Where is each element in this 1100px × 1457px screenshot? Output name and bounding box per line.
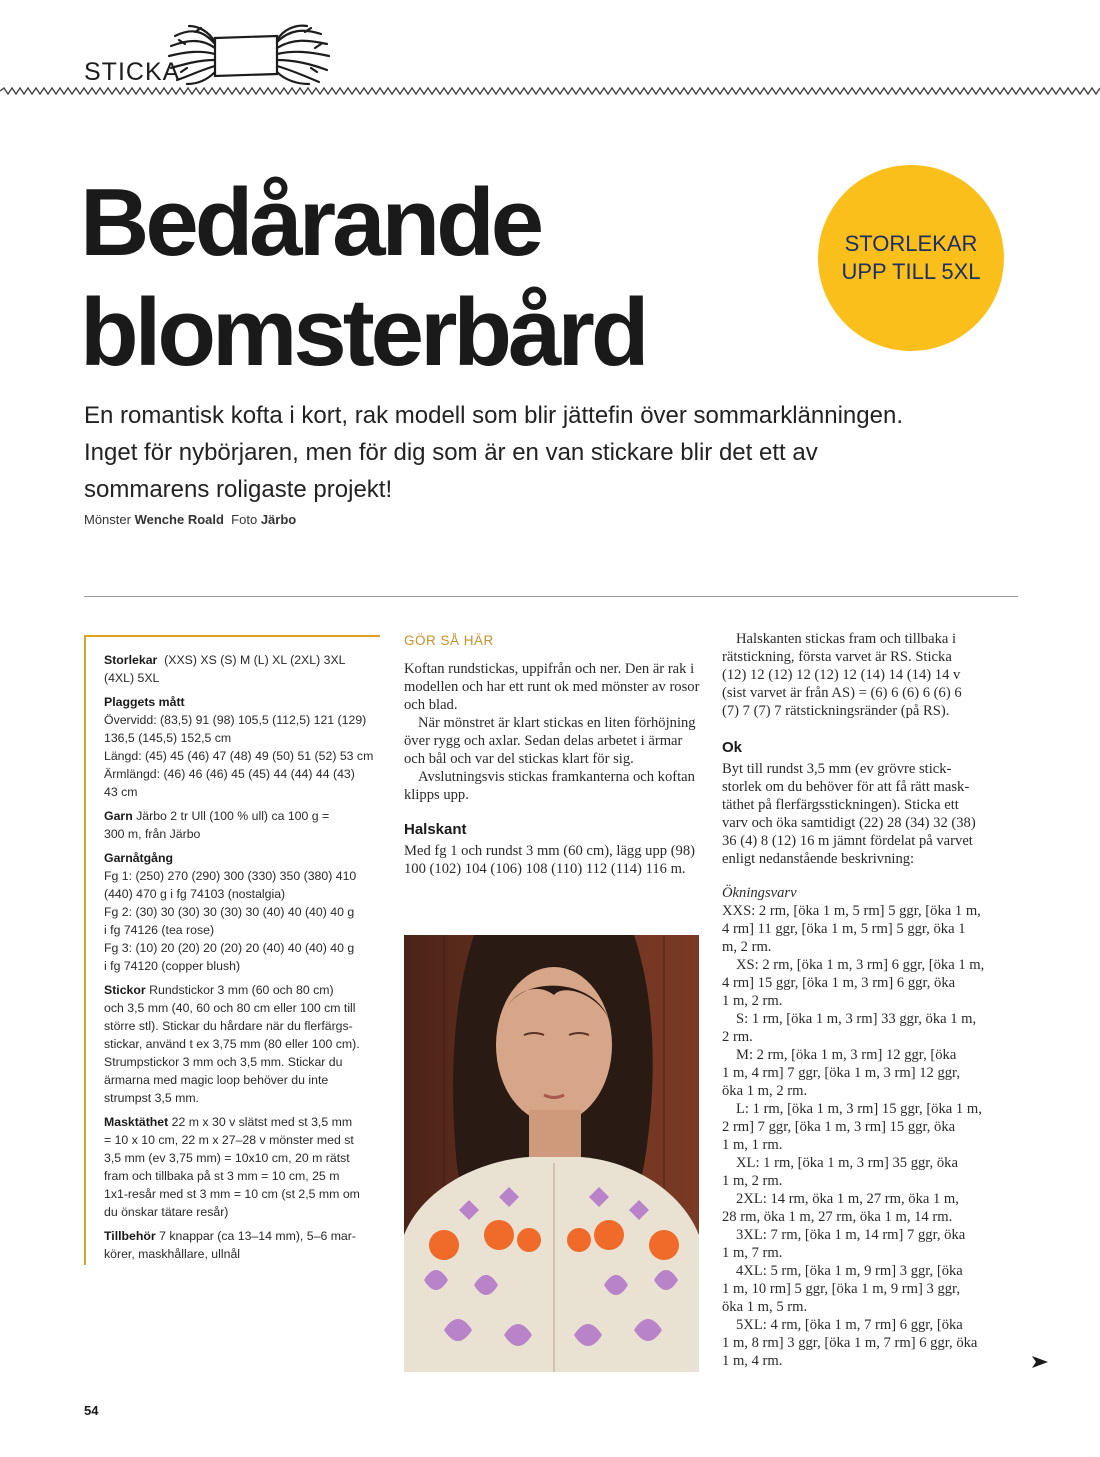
increase-line: 1 m, 4 rm] 7 ggr, [öka 1 m, 3 rm] 12 ggr, — [722, 1065, 960, 1081]
intro-line-1: En romantisk kofta i kort, rak modell som blir jättefin över sommarklänningen. — [84, 402, 903, 429]
facts-line: (4XL) 5XL — [104, 671, 160, 685]
text-line: täthet på flerfärgsstickningen). Sticka ett — [722, 797, 959, 813]
text-line: (sist varvet är från AS) = (6) 6 (6) 6 (6) 6 — [722, 685, 962, 701]
paragraph: Avslutningsvis stickas framkanterna och koftan klipps upp. — [404, 769, 695, 803]
column-how-to — [404, 632, 700, 878]
text-line: (12) 12 (12) 12 (12) 12 (14) 14 (14) 14 v — [722, 667, 961, 683]
text-line: storlek om du behöver för att få rätt mask- — [722, 779, 970, 795]
facts-line: 3,5 mm (ev 3,75 mm) = 10x10 cm, 20 m rätst — [104, 1151, 350, 1165]
badge-line-2: UPP TILL 5XL — [841, 259, 981, 284]
increase-line: 2 rm] 7 ggr, [öka 1 m, 3 rm] 15 ggr, öka — [722, 1119, 956, 1135]
paragraph: När mönstret är klart stickas en liten förhöjning över rygg och axlar. Sedan delas arbetet i ärmar och bål och var del stickas klart för sig. — [404, 715, 696, 767]
intro-line-2: Inget för nybörjaren, men för dig som är en van stickare blir det ett av — [84, 439, 818, 466]
badge-line-1: STORLEKAR — [844, 231, 978, 256]
neck-heading: Halskant — [404, 821, 467, 838]
facts-line: Fg 3: (10) 20 (20) 20 (20) 20 (40) 40 (40) 40 g — [104, 941, 355, 955]
facts-line: Ärmlängd: (46) 46 (46) 45 (45) 44 (44) 44 (43) — [104, 767, 355, 781]
increase-list — [722, 902, 1020, 1370]
section-label: STICKA — [84, 58, 181, 86]
increase-line: XXS: 2 rm, [öka 1 m, 5 rm] 5 ggr, [öka 1 m, — [722, 903, 981, 919]
facts-line: Längd: (45) 45 (46) 47 (48) 49 (50) 51 (52) 53 cm — [104, 749, 374, 763]
facts-label: Garnåtgång — [104, 851, 174, 865]
text-line: Byt till rundst 3,5 mm (ev grövre stick- — [722, 761, 952, 777]
zigzag-divider — [0, 86, 1100, 96]
increase-line: 1 m, 1 rm. — [722, 1137, 783, 1153]
increase-line: öka 1 m, 5 rm. — [722, 1299, 808, 1315]
facts-line: och 3,5 mm (40, 60 och 80 cm eller 100 cm till — [104, 1001, 356, 1015]
increase-line: 5XL: 4 rm, [öka 1 m, 7 rm] 6 ggr, [öka — [736, 1317, 963, 1333]
facts-line: strumpst 3,5 mm. — [104, 1091, 199, 1105]
increase-heading: Ökningsvarv — [722, 885, 797, 901]
increase-line: 4 rm] 15 ggr, [öka 1 m, 3 rm] 6 ggr, öka — [722, 975, 956, 991]
increase-line: öka 1 m, 2 rm. — [722, 1083, 808, 1099]
increase-line: 1 m, 2 rm. — [722, 993, 783, 1009]
pattern-label: Mönster — [84, 512, 131, 527]
increase-line: XS: 2 rm, [öka 1 m, 3 rm] 6 ggr, [öka 1 m, — [736, 957, 985, 973]
yarn-skein-icon — [165, 24, 335, 86]
facts-line: körer, maskhållare, ullnål — [104, 1247, 241, 1261]
facts-line: Järbo 2 tr Ull (100 % ull) ca 100 g = — [136, 809, 330, 823]
facts-accessories — [104, 1227, 380, 1263]
text-line: 36 (4) 8 (12) 16 m jämnt fördelat på varvet — [722, 833, 973, 849]
text-line: (7) 7 (7) 7 rätstickningsränder (på RS). — [722, 703, 950, 719]
facts-gauge — [104, 1113, 380, 1221]
increase-line: 4 rm] 11 ggr, [öka 1 m, 5 rm] 5 ggr, öka 1 — [722, 921, 966, 937]
facts-line: i fg 74120 (copper blush) — [104, 959, 241, 973]
increase-line: 3XL: 7 rm, [öka 1 m, 14 rm] 7 ggr, öka — [736, 1227, 966, 1243]
text-line: enligt nedanstående beskrivning: — [722, 851, 915, 867]
facts-label: Garn — [104, 809, 133, 823]
facts-label: Stickor — [104, 983, 146, 997]
facts-line: Fg 1: (250) 270 (290) 300 (330) 350 (380) 410 — [104, 869, 357, 883]
facts-line: = 10 x 10 cm, 22 m x 27–28 v mönster med st — [104, 1133, 354, 1147]
facts-label: Plaggets mått — [104, 695, 185, 709]
text-line: rätstickning, första varvet är RS. Sticka — [722, 649, 952, 665]
facts-line: stickar, använd t ex 3,75 mm (80 eller 100 cm). — [104, 1037, 360, 1051]
facts-line: 22 m x 30 v slätst med st 3,5 mm — [171, 1115, 353, 1129]
facts-line: Övervidd: (83,5) 91 (98) 105,5 (112,5) 121 (129) — [104, 713, 367, 727]
intro-line-3: sommarens roligaste projekt! — [84, 476, 393, 503]
increase-line: m, 2 rm. — [722, 939, 772, 955]
title-line-1: Bedårande — [80, 169, 541, 276]
increase-line: 2XL: 14 rm, öka 1 m, 27 rm, öka 1 m, — [736, 1191, 959, 1207]
facts-line: Strumpstickor 3 mm och 3,5 mm. Stickar du — [104, 1055, 343, 1069]
facts-label: Masktäthet — [104, 1115, 169, 1129]
facts-line: 1x1-resår med st 3 mm = 10 cm (st 2,5 mm om — [104, 1187, 360, 1201]
facts-line: 43 cm — [104, 785, 138, 799]
increase-line: M: 2 rm, [öka 1 m, 3 rm] 12 ggr, [öka — [736, 1047, 957, 1063]
page-number: 54 — [84, 1403, 99, 1418]
paragraph: Koftan rundstickas, uppifrån och ner. Den är rak i modellen och har ett runt ok med mönster av rosor och blad. — [404, 661, 700, 713]
title-line-2: blomsterbård — [80, 279, 646, 386]
facts-line: (440) 470 g i fg 74103 (nostalgia) — [104, 887, 286, 901]
increase-line: 4XL: 5 rm, [öka 1 m, 9 rm] 3 ggr, [öka — [736, 1263, 963, 1279]
how-to-label: GÖR SÅ HÄR — [404, 633, 494, 648]
knitted-cardigan-photo — [404, 935, 699, 1372]
photo-credit: Järbo — [260, 512, 297, 527]
pattern-designer: Wenche Roald — [134, 512, 224, 527]
size-badge — [818, 165, 1004, 351]
increase-line: S: 1 rm, [öka 1 m, 3 rm] 33 ggr, öka 1 m, — [736, 1011, 977, 1027]
facts-sizes — [104, 651, 380, 687]
yoke-heading: Ok — [722, 739, 743, 756]
increase-line: 2 rm. — [722, 1029, 753, 1045]
increase-line: 1 m, 2 rm. — [722, 1173, 783, 1189]
paragraph: Med fg 1 och rundst 3 mm (60 cm), lägg upp (98) 100 (102) 104 (106) 108 (110) 112 (114) 116 m. — [404, 843, 696, 877]
facts-line: 7 knappar (ca 13–14 mm), 5–6 mar- — [159, 1229, 356, 1243]
credits — [84, 512, 296, 527]
facts-line: i fg 74126 (tea rose) — [104, 923, 215, 937]
facts-line: fram och tillbaka på st 3 mm = 10 cm, 25 m — [104, 1169, 340, 1183]
facts-consumption — [104, 849, 380, 975]
facts-needles — [104, 981, 380, 1107]
facts-line: Rundstickor 3 mm (60 och 80 cm) — [149, 983, 334, 997]
text-line: varv och öka samtidigt (22) 28 (34) 32 (38) — [722, 815, 976, 831]
increase-line: 1 m, 7 rm. — [722, 1245, 783, 1261]
facts-label: Storlekar — [104, 653, 158, 667]
increase-line: 1 m, 10 rm] 5 ggr, [öka 1 m, 9 rm] 3 ggr, — [722, 1281, 960, 1297]
intro-text — [84, 397, 984, 508]
column-instructions — [722, 630, 1020, 1370]
facts-line: 300 m, från Järbo — [104, 827, 201, 841]
horizontal-rule — [84, 596, 1018, 597]
facts-line: Fg 2: (30) 30 (30) 30 (30) 30 (40) 40 (40) 40 g — [104, 905, 355, 919]
continue-arrow-icon — [1032, 1356, 1048, 1368]
facts-line: större stl). Stickar du hårdare när du flerfärgs- — [104, 1019, 353, 1033]
facts-line: 136,5 (145,5) 152,5 cm — [104, 731, 232, 745]
facts-measures — [104, 693, 380, 801]
facts-line: du önskar tätare resår) — [104, 1205, 229, 1219]
increase-line: 28 rm, öka 1 m, 27 rm, öka 1 m, 14 rm. — [722, 1209, 953, 1225]
article-title — [80, 168, 820, 388]
increase-line: XL: 1 rm, [öka 1 m, 3 rm] 35 ggr, öka — [736, 1155, 958, 1171]
increase-line: L: 1 rm, [öka 1 m, 3 rm] 15 ggr, [öka 1 m, — [736, 1101, 982, 1117]
photo-label: Foto — [231, 512, 258, 527]
facts-line: (XXS) XS (S) M (L) XL (2XL) 3XL — [164, 653, 346, 667]
facts-line: ärmarna med magic loop behöver du inte — [104, 1073, 329, 1087]
text-line: Halskanten stickas fram och tillbaka i — [736, 631, 957, 647]
increase-line: 1 m, 8 rm] 3 ggr, [öka 1 m, 7 rm] 6 ggr, öka — [722, 1335, 978, 1351]
facts-label: Tillbehör — [104, 1229, 156, 1243]
facts-yarn — [104, 807, 380, 843]
facts-box — [84, 635, 380, 1265]
photo-illustration — [404, 935, 699, 1372]
increase-line: 1 m, 4 rm. — [722, 1353, 783, 1369]
